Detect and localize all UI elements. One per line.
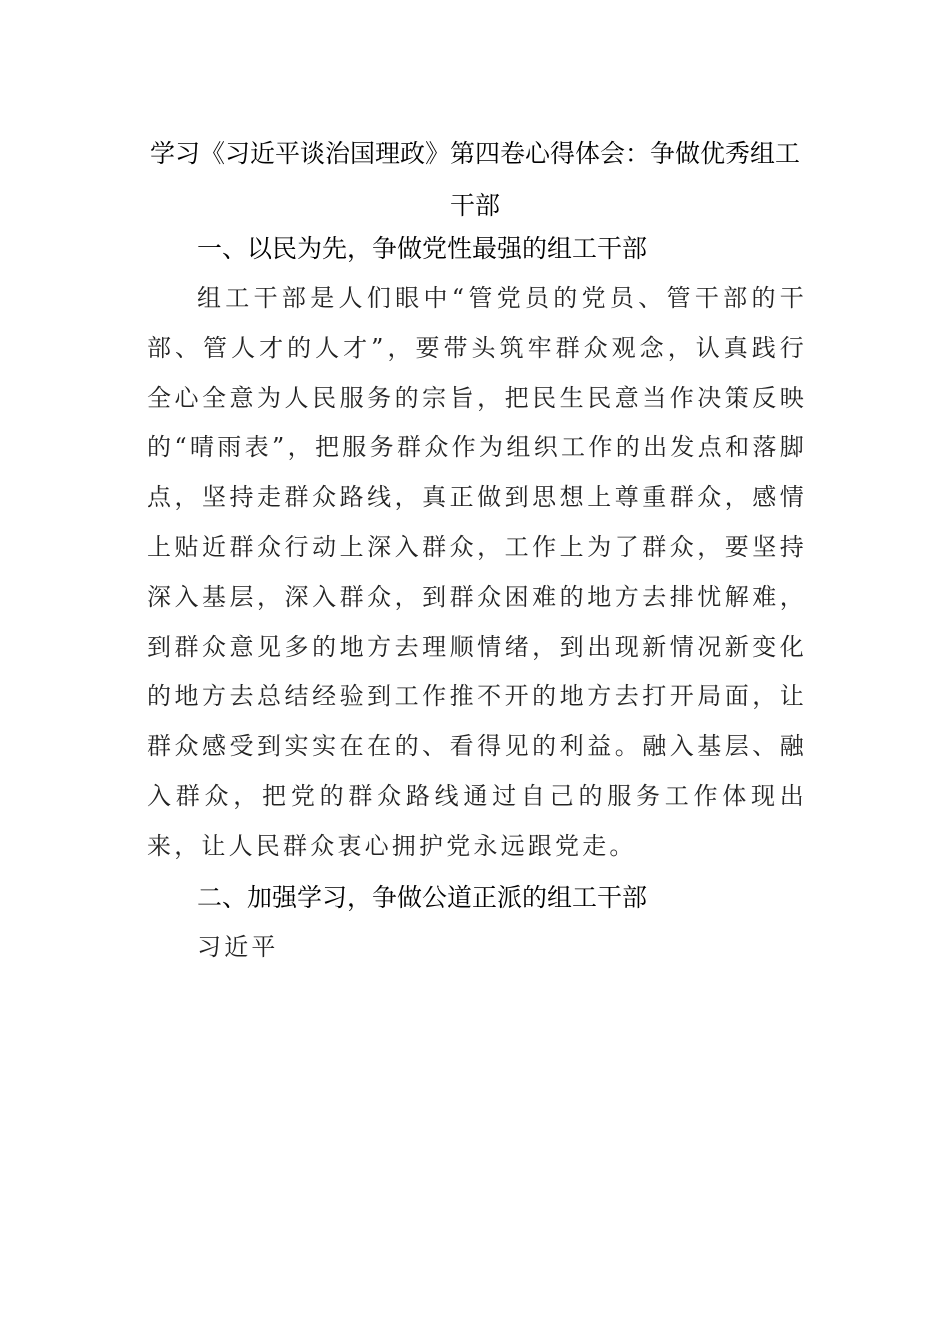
document-title: 学习《习近平谈治国理政》第四卷心得体会：争做优秀组工干部: [149, 139, 800, 220]
section-heading-1: 一、以民为先，争做党性最强的组工干部: [197, 234, 648, 263]
section-body-2: 习近平: [197, 933, 279, 961]
section-heading-2: 二、加强学习，争做公道正派的组工干部: [197, 883, 648, 912]
section-body-1: 组工干部是人们眼中“管党员的党员、管干部的干部、管人才的人才”，要带头筑牢群众观念，认真践行全心全意为人民服务的宗旨，把民生民意当作决策反映的“晴雨表”，把服务群众作为组织工作的出发点和落脚点，坚持走群众路线，真正做到思想上尊重群众，感情上贴近群众行动上深入群众，工作上为了群众，要坚持深入基层，深入群众，到群众困难的地方去排忧解难，到群众意见多的地方去理顺情绪，到出现新情况新变化的地方去总结经验到工作推不开的地方去打开局面，让群众感受到实实在在的、看得见的利益。融入基层、融入群众，把党的群众路线通过自己的服务工作体现出来，让人民群众衷心拥护党永远跟党走。: [147, 284, 807, 860]
